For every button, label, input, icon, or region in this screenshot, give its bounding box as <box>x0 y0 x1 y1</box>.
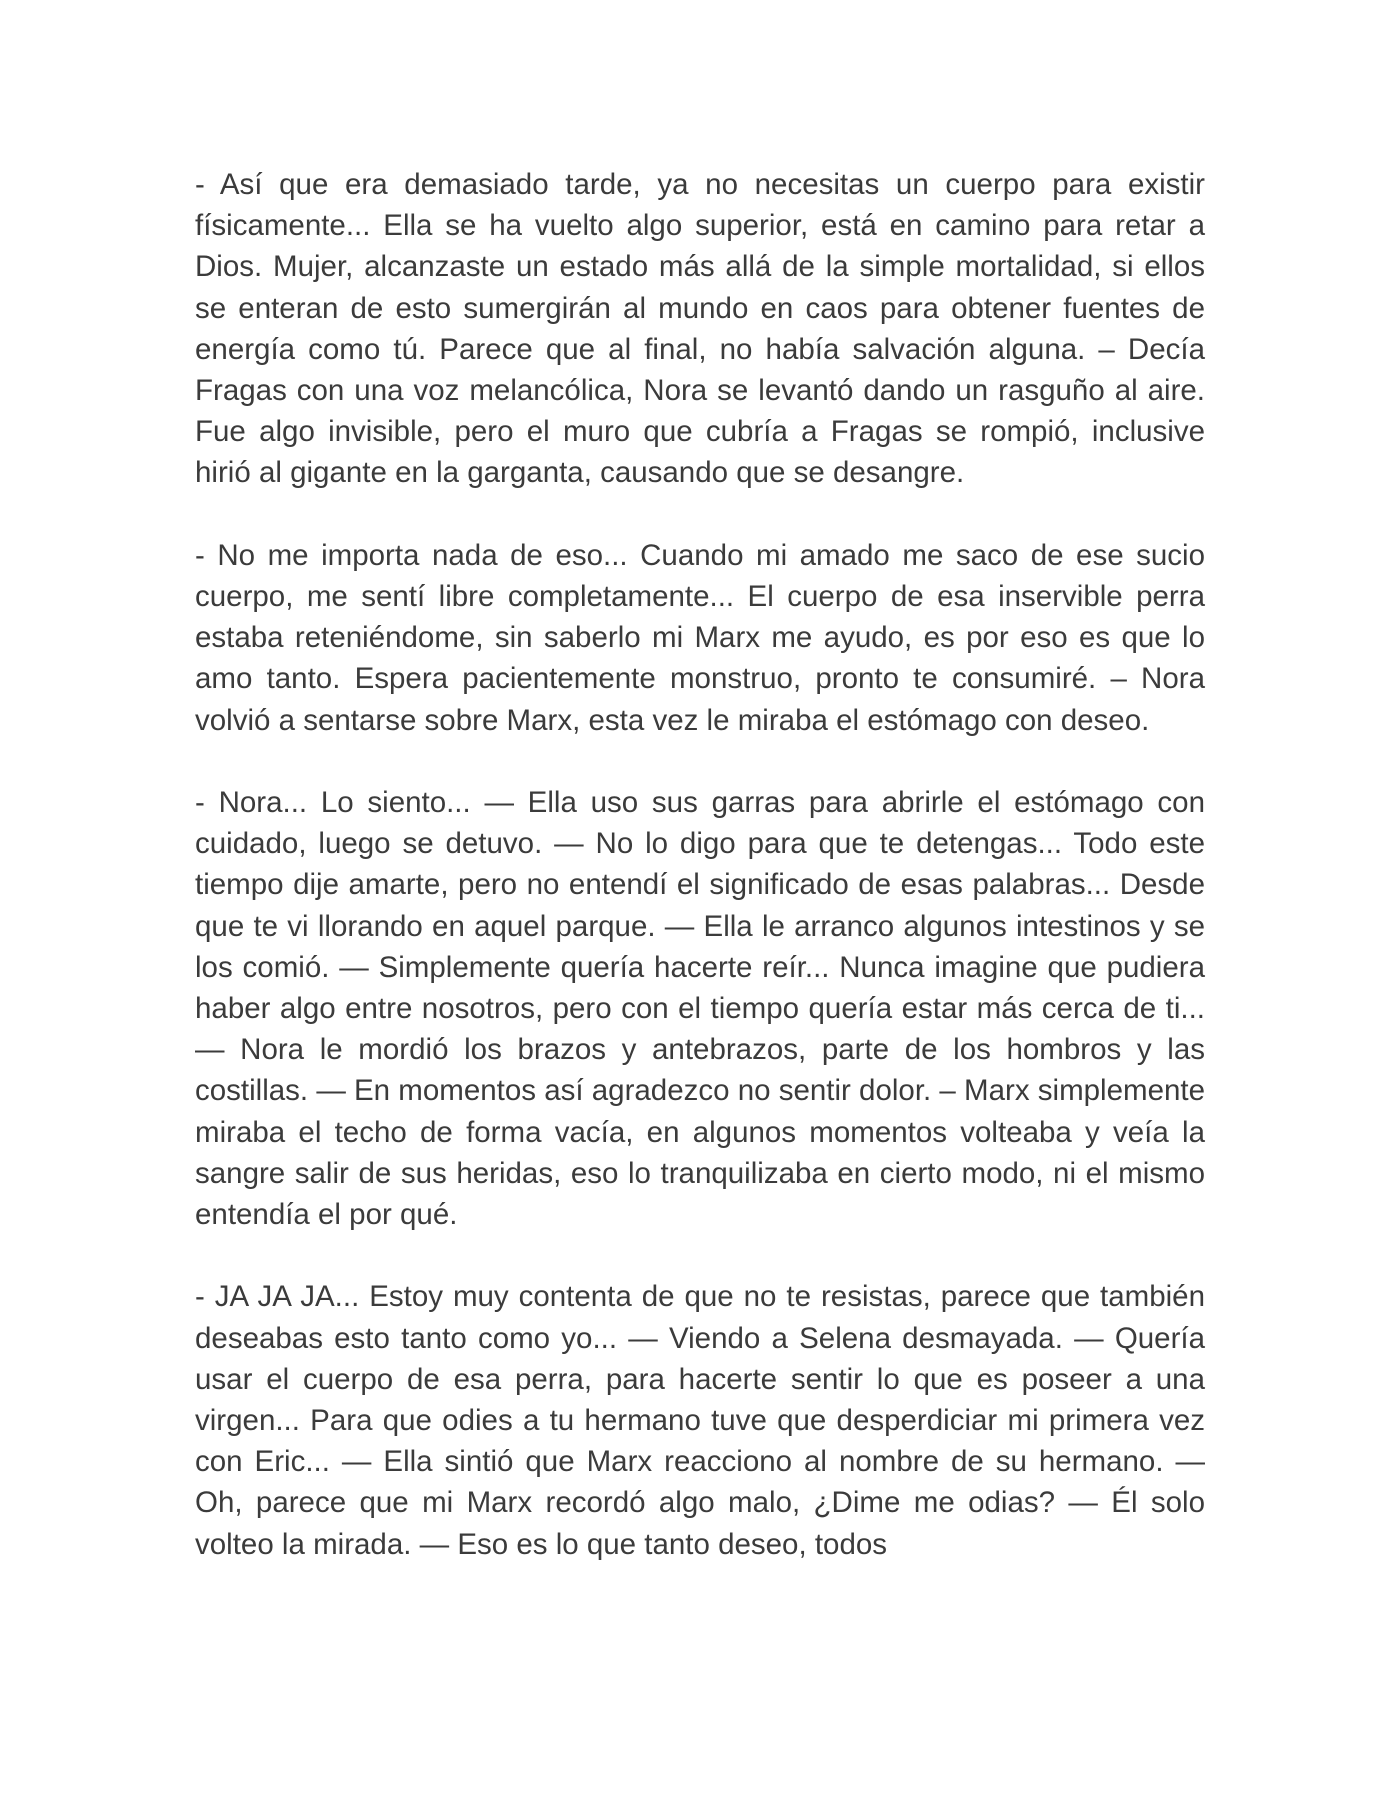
paragraph-4: - JA JA JA... Estoy muy contenta de que no te resistas, parece que también deseabas esto tanto como yo... — Viendo a Selena desmayada. — Quería usar el cuerpo de esa perra, para hacerte sentir lo que es poseer a una virgen... Para que odies a tu hermano tuve que desperdiciar mi primera vez con Eric... — Ella sintió que Marx reacciono al nombre de su hermano. — Oh, parece que mi Marx recordó algo malo, ¿Dime me odias? — Él solo volteo la mirada. — Eso es lo que tanto deseo, todos <box>195 1280 1205 1561</box>
document-body <box>195 164 1205 1565</box>
paragraph-3: - Nora... Lo siento... — Ella uso sus garras para abrirle el estómago con cuidado, luego se detuvo. — No lo digo para que te detengas... Todo este tiempo dije amarte, pero no entendí el significado de esas palabras... Desde que te vi llorando en aquel parque. — Ella le arranco algunos intestinos y se los comió. — Simplemente quería hacerte reír... Nunca imagine que pudiera haber algo entre nosotros, pero con el tiempo quería estar más cerca de ti... — Nora le mordió los brazos y antebrazos, parte de los hombros y las costillas. — En momentos así agradezco no sentir dolor. – Marx simplemente miraba el techo de forma vacía, en algunos momentos volteaba y veía la sangre salir de sus heridas, eso lo tranquilizaba en cierto modo, ni el mismo entendía el por qué. <box>195 786 1206 1232</box>
paragraph-1: - Así que era demasiado tarde, ya no necesitas un cuerpo para existir físicamente... Ella se ha vuelto algo superior, está en camino para retar a Dios. Mujer, alcanzaste un estado más allá de la simple mortalidad, si ellos se enteran de esto sumergirán al mundo en caos para obtener fuentes de energía como tú. Parece que al final, no había salvación alguna. – Decía Fragas con una voz melancólica, Nora se levantó dando un rasguño al aire. Fue algo invisible, pero el muro que cubría a Fragas se rompió, inclusive hirió al gigante en la garganta, causando que se desangre. <box>195 168 1205 490</box>
paragraph-2: - No me importa nada de eso... Cuando mi amado me saco de ese sucio cuerpo, me sentí libre completamente... El cuerpo de esa inservible perra estaba reteniéndome, sin saberlo mi Marx me ayudo, es por eso es que lo amo tanto. Espera pacientemente monstruo, pronto te consumiré. – Nora volvió a sentarse sobre Marx, esta vez le miraba el estómago con deseo. <box>195 538 1205 737</box>
